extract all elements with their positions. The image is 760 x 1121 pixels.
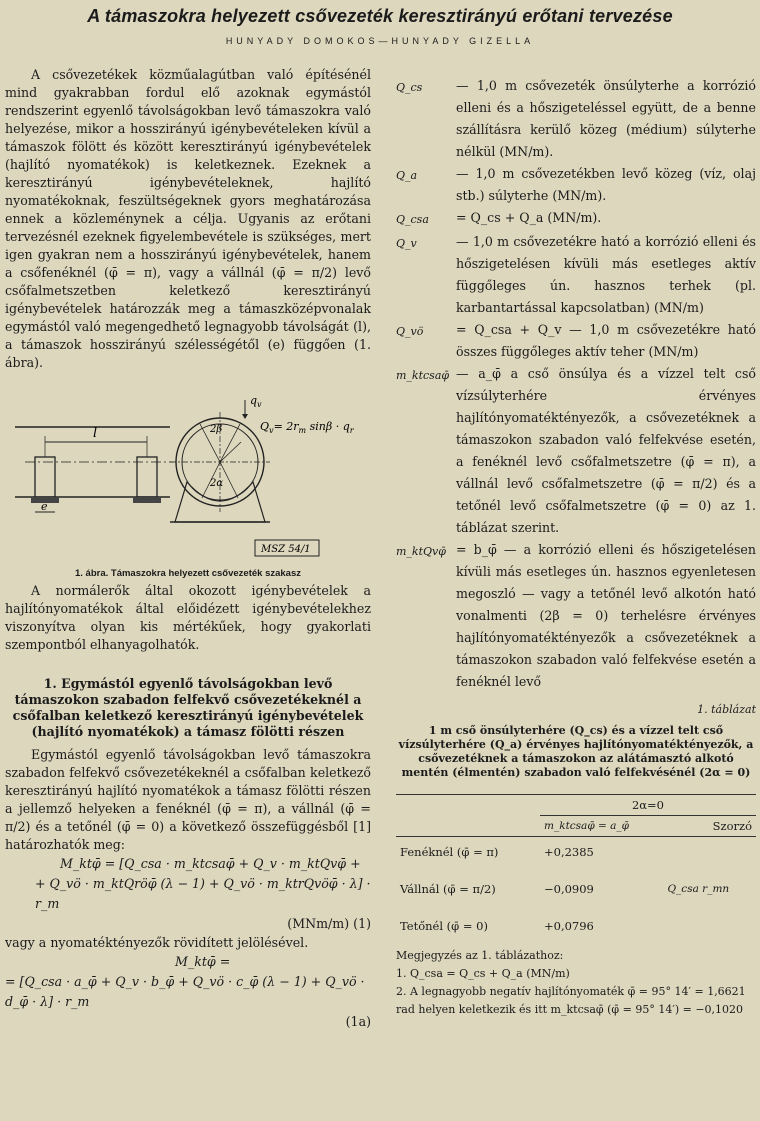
figure-caption: 1. ábra. Támaszokra helyezett csővezeték szakasz <box>74 568 301 579</box>
shortened-notation-text: vagy a nyomatéktényezők rövidített jelölésével. <box>5 935 309 950</box>
qv-q: Q <box>260 420 270 433</box>
article-authors: HUNYADY DOMOKOS—HUNYADY GIZELLA <box>225 36 535 46</box>
definition-symbol: m_ktcsaφ̄ <box>396 369 450 382</box>
definition-text: = Q_cs + Q_a (MN/m). <box>456 210 602 225</box>
qv-formula <box>260 420 355 435</box>
table-header-2alpha: 2α=0 <box>540 795 756 816</box>
coefficient-table <box>396 794 756 941</box>
table-row <box>396 837 756 867</box>
qv-tail: sinβ · q <box>306 420 350 433</box>
definitions-list <box>396 75 756 693</box>
table-row-multiplier <box>663 911 756 941</box>
note-item: 2. A legnagyobb negatív hajlítónyomaték φ̄ = 95° 14′ = 1,6621 rad helyen keletkezik és itt m_ktcsaφ̄ (φ̄ = 95° 14′) = −0,1020 <box>396 984 746 1016</box>
table-row-label: Tetőnél (φ̄ = 0) <box>400 918 488 933</box>
definition-text: — 1,0 m csővezetékre ható a korrózió elleni és hőszigetelésen kívüli más esetleges aktív függőleges ún. hasznos terhek (pl. karbantartással kapcsolatban) (MN/m) <box>456 234 756 315</box>
table-row <box>396 911 756 941</box>
two-beta-label: 2β <box>210 424 223 435</box>
table-header-coefficient: m_ktcsaφ̄ = a_φ̄ <box>544 820 630 832</box>
table-notes <box>396 947 756 1019</box>
definition-text: = Q_csa + Q_v — 1,0 m csővezetékre ható összes függőleges aktív teher (MN/m) <box>456 322 756 359</box>
equation-1a-line-2: = [Q_csa · a_φ̄ + Q_v · b_φ̄ + Q_vö · c_φ̄ (λ − 1) + Q_vö · d_φ̄ · λ] · r_m <box>5 974 365 1009</box>
qv-sub: v <box>269 426 274 435</box>
table-header-top-row <box>396 795 756 816</box>
q-letter: q <box>250 394 258 407</box>
table-row-multiplier: Q_csa r_mn <box>667 882 730 895</box>
equation-1a-line-1: M_ktφ̄ = <box>175 954 231 969</box>
q-sub: v <box>257 400 262 409</box>
left-column <box>5 66 371 1032</box>
table-title: 1 m cső önsúlyterhére (Q_cs) és a vízzel telt cső vízsúlyterhére (Q_a) érvényes hajlítónyomatéktényezők, a csővezetéknek a támaszokon az alátámasztó alkotó mentén (élmentén) szabadon való felfekvésénél (2α = 0) <box>398 724 754 779</box>
definition-row <box>396 231 756 319</box>
figure-1 <box>5 382 371 582</box>
definition-row <box>396 539 756 693</box>
definition-symbol: Q_v <box>396 237 417 250</box>
definition-row <box>396 363 756 539</box>
definition-text: — 1,0 m csővezeték önsúlyterhe a korrózió elleni és a hőszigeteléssel együtt, de a benne szállításra kerülő közeg (médium) súlyterhe nélkül (MN/m). <box>456 78 756 159</box>
q-label <box>250 394 262 409</box>
table-row <box>396 867 756 911</box>
e-label: e <box>41 500 48 513</box>
pipe-support-diagram <box>5 382 371 562</box>
equation-1-line-1: M_ktφ̄ = [Q_csa · m_ktcsaφ̄ + Q_v · m_ktQvφ̄ + <box>60 856 361 871</box>
definition-symbol: Q_csa <box>396 213 429 226</box>
intro-paragraph: A csővezetékek közműalagútban való építésénél mind gyakrabban fordul elő azoknak egymástól rendszerint egyenlő távolságokban levő támaszokra való helyezése, mikor a hosszirányú igénybevételeken kívül a támaszok fölött és között keresztirányú igénybevételek (hajlító nyomatékok) is keletkeznek. Ezeknek a keresztirányú igénybevételeknek, hajlító nyomatékoknak, feszültségeknek gyors meghatározása ennek a közleménynek a célja. Ugyanis az erőtani tervezésnél ezeknek figyelembevétele is szükséges, mert igen gyakran nem a hosszirányú igénybevételek, hanem a csőfenéknél (φ̄ = π), vagy a vállnál (φ̄ = π/2) levő csőfalmetszetben keletkező keresztirányú igénybevételek határozzák meg a támaszközépvonalak egymástól való megengedhető legnagyobb távolságát (l), a támaszok hosszirányú szélességétől (e) függően (1. ábra). <box>5 67 371 370</box>
table-row-value: +0,0796 <box>544 918 594 933</box>
section-1-title: 1. Egymástól egyenlő távolságokban levő támaszokon szabadon felfekvő csővezetékeknél a csőfalban keletkező keresztirányú igénybevételek (hajlító nyomatékok) a támasz fölötti részen <box>12 676 364 739</box>
definition-text: — 1,0 m csővezetékben levő közeg (víz, olaj stb.) súlyterhe (MN/m). <box>456 166 756 203</box>
two-alpha-label: 2α <box>210 478 224 489</box>
qv-rest: = 2r <box>273 420 299 433</box>
definition-row <box>396 207 756 231</box>
equation-1-unit: (MNm/m) (1) <box>287 916 371 931</box>
right-column <box>396 75 756 1019</box>
equation-1a-number: (1a) <box>345 1014 371 1029</box>
definition-text: — a_φ̄ a cső önsúlya és a vízzel telt cső vízsúlyterhére érvényes hajlítónyomatéktényezők, a csővezetéknek a támaszokon szabadon való felfekvése esetén, a fenéknél levő csőfalmetszetre (φ̄ = π), a vállnál levő csőfalmetszetre (φ̄ = π/2) és a tetőnél levő csőfalmetszetre (φ̄ = 0) az 1. táblázat szerint. <box>456 366 756 535</box>
definition-row <box>396 163 756 207</box>
definition-symbol: m_ktQvφ̄ <box>396 545 446 558</box>
table-number: 1. táblázat <box>697 703 756 716</box>
definition-symbol: Q_a <box>396 169 418 182</box>
definition-row <box>396 319 756 363</box>
table-row-value: +0,2385 <box>544 844 594 859</box>
msz-label: MSZ 54/1 <box>261 544 311 555</box>
normal-forces-paragraph: A normálerők által okozott igénybevételek a hajlítónyomatékok által előidézett igénybevételekhez viszonyítva olyan kis mértékűek, hogy gyakorlati szempontból elhanyagolhatók. <box>5 583 371 652</box>
notes-title: Megjegyzés az 1. táblázathoz: <box>396 948 564 962</box>
table-row-label: Vállnál (φ̄ = π/2) <box>400 881 496 896</box>
definition-row <box>396 75 756 163</box>
table-header-multiplier: Szorzó <box>712 819 752 833</box>
definition-symbol: Q_vö <box>396 325 424 338</box>
table-row-multiplier <box>663 837 756 867</box>
article-title: A támaszokra helyezett csővezeték keresztirányú erőtani tervezése <box>87 6 673 26</box>
qv-tail-sub: r <box>349 426 354 435</box>
table-row-value: −0,0909 <box>544 881 594 896</box>
table-row-label: Fenéknél (φ̄ = π) <box>400 844 499 859</box>
equation-1-line-2: + Q_vö · m_ktQröφ̄ (λ − 1) + Q_vö · m_ktrQvöφ̄ · λ] · r_m <box>35 876 371 911</box>
table-header-row <box>396 816 756 837</box>
qv-m: m <box>298 426 307 435</box>
section-1-paragraph: Egymástól egyenlő távolságokban levő támaszokra szabadon felfekvő csővezetékeknél a csőfalban keletkező keresztirányú hajlító nyomatékok a támasz fölötti részen a jellemző helyeken a fenéknél (φ̄ = π), a vállnál (φ̄ = π/2) és a tetőnél (φ̄ = 0) a következő összefüggésből [1] határozhatók meg: <box>5 747 371 852</box>
definition-symbol: Q_cs <box>396 81 423 94</box>
l-label: l <box>93 426 98 441</box>
note-item: 1. Q_csa = Q_cs + Q_a (MN/m) <box>396 966 570 980</box>
definition-text: = b_φ̄ — a korrózió elleni és hőszigetelésen kívüli más esetleges ún. hasznos egyenletesen megoszló — vagy a tetőnél levő alkotón ható vonalmenti (2β = 0) terhelésre érvényes hajlítónyomatéktényezők a csővezetéknek a támaszokon szabadon való felfekvése esetén a fenéknél levő <box>456 542 756 689</box>
